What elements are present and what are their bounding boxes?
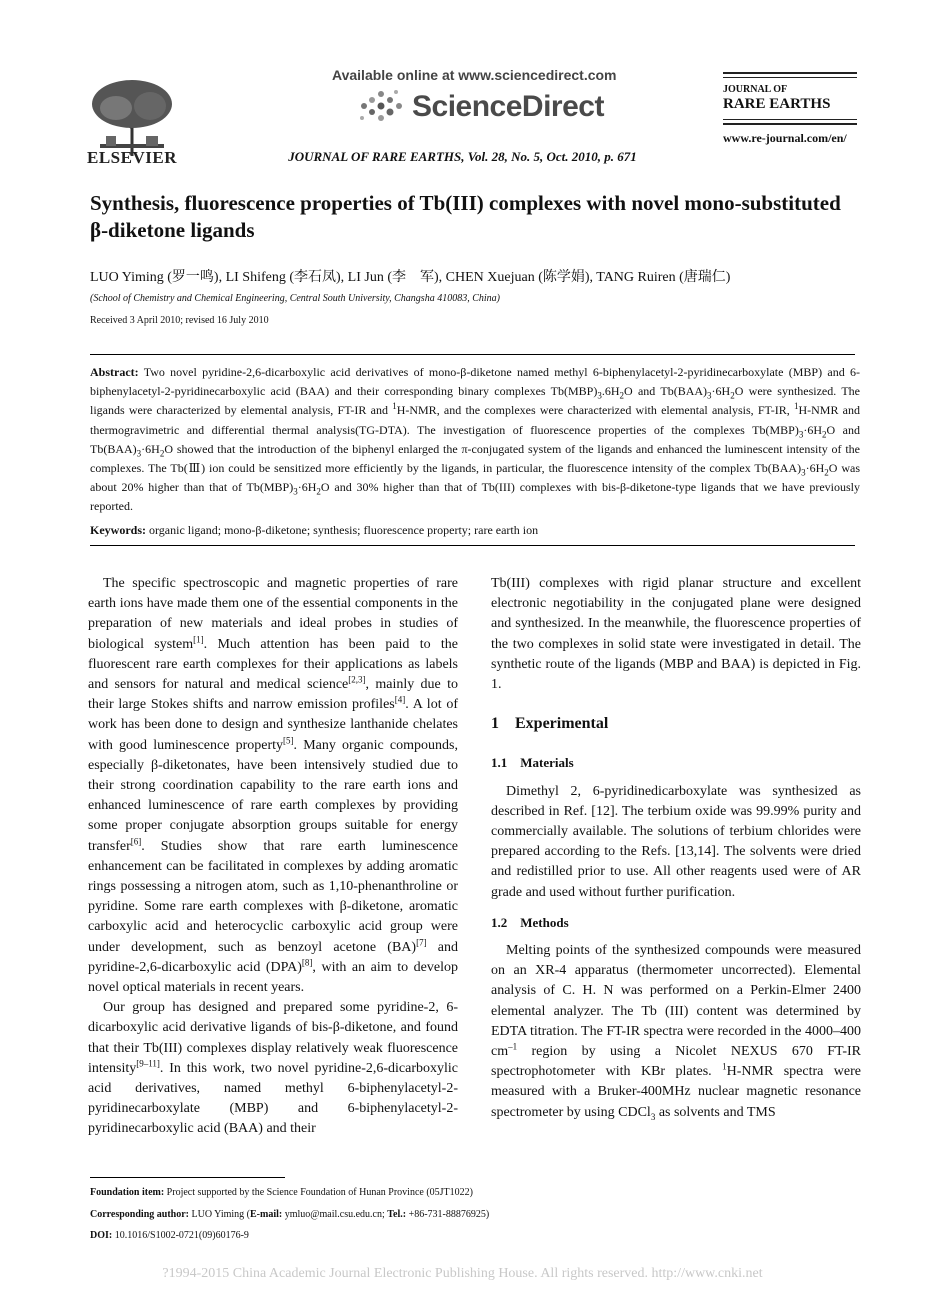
tel-label: Tel.: xyxy=(387,1209,407,1220)
body-paragraph: The specific spectroscopic and magnetic properties of rare earth ions have made them one of the essential components in the preparation of new materials and ideal probes in studies of biological system[1]. Much attention has been paid to the fluorescent rare earth complexes for their applications as labels and sensors for natural and medical science[2,3], mainly due to their large Stokes shifts and narrow emission profiles[4]. A lot of work has been done to design and synthesize lanthanide chelates with good luminescence property[5]. Many organic compounds, especially β-diketonates, have been intensively studied due to their strong coordination capability to the rare earth ions and enhanced luminescence of rare earth complexes by providing some proper conjugate absorption groups suitable for energy transfer[6]. Studies show that rare earth luminescence enhancement can be facilitated in complexes by adding aromatic rings possessing a nitrogen atom, such as 1,10-phenanthroline or pyridine. Some rare earth complexes with β-diketone, aromatic carboxylic acid and heterocyclic carboxylic acid group were under development, such as benzoyl acetone (BA)[7] and pyridine-2,6-dicarboxylic acid (DPA)[8], with an aim to develop novel optical materials in recent years. xyxy=(88,576,458,996)
subsection-heading: 1.1 Materials xyxy=(491,755,574,771)
body-paragraph: Dimethyl 2, 6-pyridinedicarboxylate was synthesized as described in Ref. [12]. The terbium oxide was 99.99% purity and commercially available. The solutions of terbium chlorides were prepared according to the Refs. [13,14]. The solvents were dried and redistilled prior to use. All other reagents used were of AR grade and used without further purification. xyxy=(491,783,861,900)
abstract: Abstract: Two novel pyridine-2,6-dicarboxylic acid derivatives of mono-β-diketone named methyl 6-biphenylacetyl-2-pyridinecarboxylate (MBP) and 6-biphenylacetyl-2-pyridinecarboxylic acid (BAA) and their corresponding binary complexes $Tb(MBP)_3.6H_2O$ and $Tb(BAA)_3\cdot 6H_2O$ were synthesized. The ligands were characterized by elemental analysis, FT-IR and $^1$H-NMR, and the complexes were characterized with elemental analysis, FT-IR, $^1$H-NMR and thermogravimetric and differential thermal analysis(TG-DTA). The investigation of fluorescence properties of the complexes $Tb(MBP)_3\cdot 6H_2O$ and $Tb(BAA)_3\cdot 6H_2O$ showed that the introduction of the biphenyl enlarged the π-conjugated system of the ligands and enhanced the luminescent intensity of the complexes. The Tb(Ⅲ) ion could be sensitized more efficiently by the ligands, in particular, the fluorescence intensity of the complex $Tb(BAA)_3\cdot 6H_2O$ was about 20% higher than that of $Tb(MBP)_3\cdot 6H_2O$ and 30% higher than that of Tb(III) complexes with bis-β-diketone-type ligands that we have previously reported. xyxy=(90,365,861,514)
corresponding-label: Corresponding author: xyxy=(90,1209,189,1220)
keywords xyxy=(90,523,538,538)
journal-masthead-small: JOURNAL OF xyxy=(723,84,788,95)
body-paragraph: Melting points of the synthesized compounds were measured on an XR-4 apparatus (thermometer uncorrected). Elemental analysis of C. H. N was performed on a Perkin-Elmer 2400 elemental analyzer. The Tb (III) content was determined by EDTA titration. The FT-IR spectra were recorded in the 4000–400 $cm^{-1}$ region by using a Nicolet NEXUS 670 FT-IR spectrophotometer with KBr plates. $^1$H-NMR spectra were measured with a Bruker-400MHz nuclear magnetic resonance spectrometer by using CDCl$_3$ as solvents and TMS xyxy=(491,943,862,1122)
author-list: LUO Yiming (罗一鸣), LI Shifeng (李石凤), LI Jun (李 军), CHEN Xuejuan (陈学娟), TANG Ruiren (唐瑞仁) xyxy=(90,270,731,285)
publisher-name: ELSEVIER xyxy=(87,148,177,167)
subsection-heading: 1.2 Methods xyxy=(491,914,569,930)
journal-url[interactable]: www.re-journal.com/en/ xyxy=(723,131,847,145)
keywords-label: Keywords: xyxy=(90,523,146,537)
body-paragraph: Our group has designed and prepared some pyridine-2, 6-dicarboxylic acid derivative ligands of bis-β-diketone, and found that their Tb(III) complexes display relatively weak fluorescence intensity[9–11]. In this work, two novel pyridine-2,6-dicarboxylic acid derivatives, named methyl 6-biphenylacetyl-2-pyridinecarboxylate (MBP) and 6-biphenylacetyl-2-pyridinecarboxylic acid (BAA) and their xyxy=(88,1000,458,1137)
body-column-right xyxy=(491,574,861,1123)
email-label: E-mail: xyxy=(250,1209,283,1220)
sciencedirect-dots-icon xyxy=(356,86,416,126)
available-online-text: Available online at www.sciencedirect.com xyxy=(332,67,617,83)
affiliation: (School of Chemistry and Chemical Engineering, Central South University, Changsha 410083, China) xyxy=(90,293,500,304)
body-paragraph: Tb(III) complexes with rigid planar structure and excellent electronic negotiability in the conjugated plane were designed and synthesized. In the meanwhile, the fluorescence properties of the two complexes in solid state were investigated in detail. The synthetic route of the ligands (MBP and BAA) is depicted in Fig. 1. xyxy=(491,576,861,693)
journal-masthead xyxy=(723,72,857,146)
foundation-footnote xyxy=(90,1187,473,1198)
journal-masthead-title: RARE EARTHS xyxy=(723,96,831,112)
journal-citation: JOURNAL OF RARE EARTHS, Vol. 28, No. 5, Oct. 2010, p. 671 xyxy=(288,149,637,164)
footnote-rule xyxy=(90,1177,285,1178)
abstract-top-rule xyxy=(90,354,855,355)
sciencedirect-logo-text: ScienceDirect xyxy=(412,90,604,123)
body-column-left xyxy=(88,574,458,1140)
section-heading: 1 Experimental xyxy=(491,715,609,733)
article-title: Synthesis, fluorescence properties of Tb(III) complexes with novel mono-substituted β-diketone ligands xyxy=(90,191,841,242)
copyright-watermark: ?1994-2015 China Academic Journal Electronic Publishing House. All rights reserved. http://www.cnki.net xyxy=(162,1266,763,1281)
received-dates: Received 3 April 2010; revised 16 July 2010 xyxy=(90,315,269,326)
foundation-text: Project supported by the Science Foundation of Hunan Province (05JT1022) xyxy=(166,1187,473,1198)
doi-footnote xyxy=(90,1230,249,1241)
email-link[interactable]: ymluo@mail.csu.edu.cn; xyxy=(284,1209,385,1220)
tel-text: +86-731-88876925) xyxy=(408,1209,490,1220)
doi-link[interactable]: 10.1016/S1002-0721(09)60176-9 xyxy=(114,1230,249,1241)
doi-label: DOI: xyxy=(90,1230,113,1241)
corresponding-name: LUO Yiming ( xyxy=(191,1209,251,1220)
abstract-bottom-rule xyxy=(90,545,855,546)
abstract-label: Abstract: xyxy=(90,365,139,379)
keywords-text: organic ligand; mono-β-diketone; synthesis; fluorescence property; rare earth ion xyxy=(149,523,539,537)
corresponding-footnote xyxy=(90,1209,489,1220)
foundation-label: Foundation item: xyxy=(90,1187,165,1198)
